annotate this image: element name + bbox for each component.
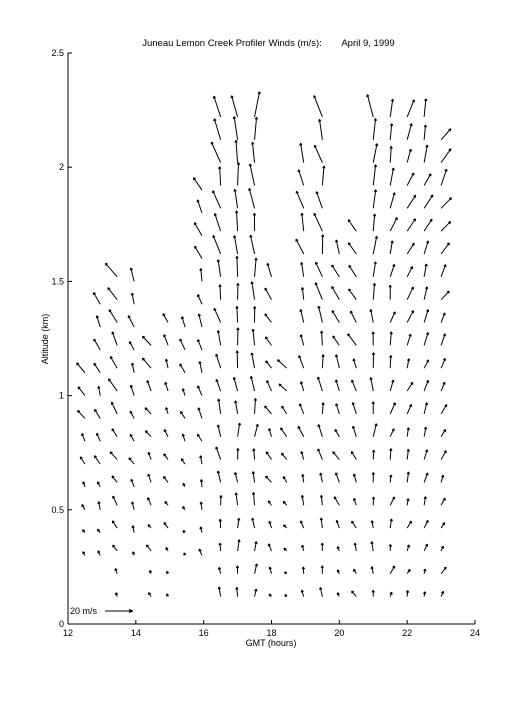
wind-vector-head [300, 309, 301, 311]
wind-vector [407, 266, 412, 276]
wind-vector [131, 268, 134, 281]
wind-vector [213, 191, 221, 209]
wind-vector [424, 174, 431, 186]
wind-vector [373, 424, 376, 437]
wind-vector [110, 452, 117, 460]
wind-vector [279, 384, 287, 391]
wind-vector [441, 265, 446, 277]
wind-vector [78, 387, 85, 396]
wind-vector-head [142, 358, 143, 360]
wind-vector [195, 246, 202, 258]
wind-vector [373, 214, 374, 231]
wind-vector-head [367, 95, 368, 97]
wind-vector-head [165, 359, 166, 361]
wind-vector-head [335, 355, 336, 357]
wind-vector [333, 336, 340, 345]
wind-vector [255, 117, 257, 140]
wind-vector [94, 456, 100, 464]
wind-vector [112, 332, 117, 345]
plot-area [68, 53, 475, 624]
wind-vector [234, 236, 237, 254]
wind-vector-head [231, 96, 232, 98]
wind-vector [94, 339, 100, 350]
wind-vector [349, 265, 356, 277]
wind-vector [441, 451, 446, 460]
wind-vectors [77, 92, 452, 597]
wind-vector [407, 100, 414, 117]
wind-vector [112, 521, 117, 528]
wind-vector [278, 360, 287, 368]
wind-vector [164, 335, 168, 346]
wind-vector-head [370, 309, 371, 311]
wind-vector-head [335, 380, 336, 382]
wind-vector-head [285, 595, 286, 597]
wind-vector [220, 167, 221, 186]
wind-vector [373, 283, 374, 299]
wind-vector-head [145, 408, 146, 410]
wind-vector [367, 95, 373, 117]
wind-vector-head [320, 587, 321, 589]
wind-vector [298, 170, 303, 186]
wind-vector [142, 358, 151, 368]
wind-vector [301, 309, 304, 322]
wind-vector-head [302, 545, 303, 547]
scale-label: 20 m/s [70, 606, 98, 616]
wind-vector-head [301, 590, 302, 592]
wind-vector-head [200, 527, 201, 529]
wind-vector [77, 363, 85, 373]
x-tick-label: 22 [402, 628, 413, 638]
wind-vector [424, 332, 428, 345]
x-tick-label: 12 [62, 628, 74, 638]
wind-vector [216, 379, 220, 391]
wind-vector [218, 330, 221, 345]
wind-vector [216, 354, 220, 368]
wind-vector [255, 398, 256, 414]
x-tick-label: 18 [266, 628, 277, 638]
wind-vector [373, 118, 375, 139]
wind-vector [350, 311, 356, 322]
y-tick-label: 1 [58, 390, 64, 401]
wind-vector [110, 356, 117, 368]
wind-vector [145, 408, 151, 414]
wind-vector [108, 288, 117, 300]
wind-vector [112, 429, 117, 437]
wind-vector [333, 452, 339, 460]
wind-vector-head [371, 567, 372, 569]
wind-vector [267, 263, 271, 277]
wind-vector-head [265, 406, 266, 408]
wind-vector-head [269, 428, 270, 430]
wind-vector [128, 316, 134, 327]
wind-vector [265, 337, 271, 346]
wind-vector [441, 222, 450, 232]
wind-vector [265, 314, 272, 323]
wind-vector [234, 117, 237, 140]
wind-vector [441, 334, 445, 346]
wind-vector [265, 406, 272, 414]
wind-vector [129, 341, 134, 349]
wind-vector [94, 363, 100, 373]
wind-vector [352, 380, 356, 391]
wind-vector [407, 404, 411, 414]
wind-vector [112, 402, 118, 414]
wind-vector-head [77, 363, 78, 365]
y-axis-ticks [51, 48, 72, 629]
wind-vector-head [250, 235, 251, 237]
wind-vector [194, 223, 202, 236]
wind-vector [407, 382, 413, 391]
wind-vector [147, 380, 151, 391]
wind-vector-head [132, 502, 133, 504]
wind-vector-head [318, 306, 319, 308]
wind-vector [315, 145, 323, 162]
wind-vector [441, 198, 451, 209]
wind-vector [424, 241, 428, 254]
wind-vector [390, 99, 393, 117]
wind-vector [390, 403, 395, 414]
wind-vector [252, 353, 255, 368]
wind-vector [407, 149, 411, 162]
wind-vector-head [131, 363, 132, 365]
wind-vector [332, 311, 339, 323]
wind-vector [390, 124, 392, 140]
wind-vector [314, 96, 322, 117]
wind-vector [296, 191, 303, 208]
wind-vector-head [449, 198, 451, 199]
y-tick-label: 1.5 [51, 276, 64, 287]
wind-vector-head [269, 567, 270, 569]
wind-vector-head [78, 410, 79, 412]
wind-vector [113, 496, 117, 505]
wind-vector [235, 189, 238, 208]
wind-vector [407, 195, 415, 208]
wind-vector-head [148, 525, 149, 527]
wind-vector [349, 289, 357, 300]
wind-vector-head [214, 119, 215, 121]
wind-vector [441, 291, 449, 300]
wind-vector [214, 119, 220, 140]
wind-vector-head [198, 314, 199, 316]
wind-vector [80, 457, 85, 464]
wind-vector [214, 96, 221, 117]
wind-vector [373, 144, 377, 163]
wind-vector [251, 376, 255, 391]
wind-vector [109, 310, 117, 323]
wind-vector [236, 140, 238, 162]
wind-vector-head [353, 474, 354, 476]
wind-vector [322, 331, 323, 345]
wind-vector [441, 169, 446, 185]
wind-vector [216, 447, 221, 460]
wind-vector [441, 243, 449, 254]
x-tick-label: 14 [130, 628, 141, 638]
wind-vector [316, 192, 322, 209]
wind-vector [250, 235, 254, 254]
wind-vector [332, 287, 340, 300]
wind-vector [298, 426, 304, 436]
wind-vector [352, 521, 357, 528]
wind-vector [282, 453, 287, 459]
wind-vector-head [181, 317, 182, 319]
y-tick-label: 2 [58, 162, 64, 173]
wind-vector [194, 178, 202, 190]
wind-vector-head [249, 164, 250, 166]
wind-vector [105, 263, 117, 277]
wind-vector [373, 165, 375, 186]
wind-vector [237, 256, 238, 277]
wind-vector-head [110, 452, 111, 454]
wind-vector [318, 377, 322, 391]
wind-vector [390, 168, 393, 186]
wind-vector [351, 451, 356, 459]
wind-vector [145, 431, 151, 437]
wind-vector [348, 220, 356, 232]
wind-vector [319, 119, 322, 139]
wind-vector [373, 236, 377, 254]
wind-vector [252, 282, 255, 300]
wind-vector [390, 193, 394, 209]
wind-vector [232, 96, 238, 117]
wind-vector-head [320, 473, 321, 475]
wind-vector [198, 386, 202, 396]
wind-vector [129, 458, 134, 464]
wind-vector-head [266, 476, 267, 478]
wind-vector-head [96, 316, 97, 318]
wind-vector [198, 295, 202, 305]
wind-vector-head [353, 359, 354, 361]
wind-vector [319, 306, 323, 322]
wind-vector [197, 200, 202, 213]
wind-vector [249, 188, 254, 208]
wind-vector [255, 92, 260, 117]
wind-vector [390, 218, 397, 232]
wind-vector-head [284, 525, 285, 527]
wind-vector [441, 405, 447, 414]
wind-vector [238, 163, 239, 186]
wind-vector [424, 125, 425, 140]
wind-vector [163, 314, 168, 323]
wind-vector [299, 356, 304, 369]
scale-legend [70, 606, 133, 616]
wind-vector-head [300, 335, 301, 337]
wind-vector [218, 260, 221, 277]
wind-vector [234, 377, 238, 391]
wind-vector-head [250, 376, 251, 378]
wind-vector [213, 235, 220, 254]
wind-vector [296, 239, 304, 254]
wind-vector [266, 452, 271, 460]
wind-vector-head [218, 567, 219, 569]
wind-vector [336, 240, 339, 254]
wind-vector [252, 142, 254, 162]
wind-vector-head [145, 431, 146, 433]
wind-vector [322, 166, 324, 186]
wind-vector [441, 149, 451, 163]
wind-vector [281, 428, 287, 437]
wind-vector [109, 379, 118, 391]
wind-vector [424, 310, 428, 323]
wind-vector-head [283, 501, 284, 503]
wind-vector-head [142, 336, 143, 338]
x-axis-ticks [63, 620, 480, 638]
wind-vector [390, 355, 391, 368]
wind-vector-head [448, 222, 450, 223]
wind-vector [112, 476, 117, 483]
wind-vector [78, 410, 85, 418]
wind-vector [348, 243, 356, 254]
wind-vector [180, 364, 185, 373]
y-tick-label: 0.5 [51, 504, 64, 515]
wind-vector [315, 283, 322, 300]
wind-vector [220, 285, 221, 300]
wind-vector [407, 243, 414, 254]
wind-vector [180, 339, 185, 350]
wind-vector-head [252, 518, 253, 520]
wind-vector [95, 409, 101, 418]
x-axis-label: GMT (hours) [245, 638, 297, 648]
wind-vector [266, 476, 272, 482]
wind-vector-head [267, 263, 268, 265]
wind-vector-head [217, 471, 218, 473]
x-tick-label: 20 [334, 628, 345, 638]
y-tick-label: 0 [58, 619, 64, 629]
wind-vector [265, 288, 271, 300]
wind-vector [314, 213, 322, 231]
wind-vector [253, 329, 255, 345]
wind-vector-head [199, 361, 200, 363]
wind-vector-head [300, 382, 301, 384]
wind-vector [424, 145, 427, 163]
wind-vector [316, 262, 323, 277]
wind-vector [267, 380, 272, 391]
wind-vector-head [233, 377, 234, 379]
wind-vector [407, 173, 414, 185]
wind-vector [336, 355, 339, 369]
wind-vector [266, 361, 272, 368]
wind-vector-head [249, 188, 250, 190]
wind-vector [94, 292, 101, 304]
wind-vector [407, 311, 413, 323]
wind-vector [302, 213, 304, 231]
wind-vector [142, 336, 151, 345]
wind-vector [390, 146, 391, 162]
wind-vector-head [235, 472, 236, 474]
wind-vector-head [130, 268, 131, 270]
wind-vector [301, 143, 304, 162]
wind-vector [424, 99, 426, 117]
wind-vector-head [105, 263, 106, 265]
y-axis-label: Altitude (km) [40, 313, 50, 365]
wind-vector [215, 213, 221, 231]
wind-vector [318, 449, 322, 460]
wind-vector-head [132, 552, 133, 554]
chart-title: Juneau Lemon Creek Profiler Winds (m/s): [142, 38, 322, 49]
wind-vector [441, 567, 446, 574]
chart-date: April 9, 1999 [341, 38, 395, 49]
wind-vector [255, 258, 257, 277]
wind-vector [424, 219, 432, 231]
wind-vector-head [336, 240, 337, 242]
wind-vector [407, 219, 415, 231]
wind-vector [250, 164, 255, 186]
wind-vector-head [284, 548, 285, 550]
wind-vector [373, 190, 375, 209]
wind-vector [424, 195, 433, 208]
x-tick-label: 24 [469, 628, 481, 638]
wind-vector [198, 340, 202, 350]
wind-vector [441, 129, 451, 140]
wind-vector [237, 306, 238, 322]
wind-vector [407, 124, 411, 140]
wind-vector-head [183, 531, 184, 533]
wind-vector-head [301, 452, 302, 454]
x-tick-label: 16 [198, 628, 209, 638]
wind-vector [334, 497, 339, 505]
wind-vector [318, 425, 322, 437]
wind-vector-head [217, 425, 218, 427]
wind-vector [332, 265, 340, 277]
wind-vector-head [269, 594, 270, 596]
wind-vector [424, 380, 428, 391]
wind-vector [211, 142, 220, 163]
wind-vector [214, 308, 220, 322]
wind-vector [282, 406, 287, 414]
wind-vector [424, 360, 429, 368]
wind-vector [407, 287, 413, 300]
wind-vector [390, 264, 394, 276]
wind-vector [390, 312, 395, 323]
wind-vector [348, 334, 357, 346]
wind-vector [237, 211, 238, 231]
y-tick-label: 2.5 [51, 48, 64, 58]
wind-vector [441, 358, 445, 368]
